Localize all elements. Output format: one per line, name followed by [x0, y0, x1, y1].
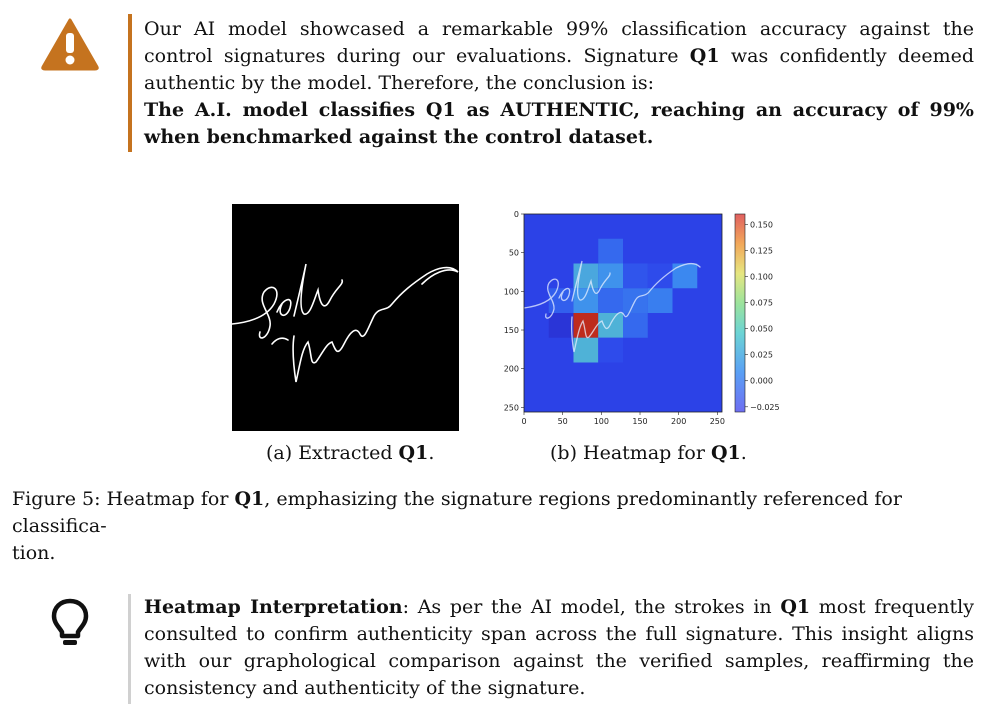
note-accent-bar [128, 594, 131, 704]
subcaption-b-q1: Q1 [710, 442, 741, 464]
y-tick-label: 0 [513, 210, 519, 219]
heatmap-figure [494, 204, 794, 434]
x-tick-label: 200 [671, 417, 687, 426]
colorbar-tick-label: 0.150 [750, 220, 773, 230]
extracted-signature-image [232, 204, 459, 431]
colorbar-tick-label: 0.100 [750, 272, 773, 282]
x-tick-label: 250 [709, 417, 725, 426]
caption-rest: , emphasizing the signature regions predominantly referenced for classifica- [12, 488, 902, 537]
heatmap-x-ticks [521, 412, 725, 426]
caption-q1: Q1 [234, 488, 265, 510]
heatmap-cell [598, 313, 623, 338]
heatmap-cell [574, 264, 599, 289]
heatmap-cell [598, 239, 623, 264]
heatmap-cell [598, 338, 623, 363]
note-q1: Q1 [780, 596, 811, 618]
heatmap-cell [574, 338, 599, 363]
warning-conclusion: The A.I. model classifies Q1 as AUTHENTIC, reaching an accuracy of 99% when benchmarked against the control dataset. [144, 99, 974, 148]
colorbar-ticks [745, 220, 780, 411]
colorbar-tick-label: 0.050 [750, 324, 773, 334]
subcaption-a [266, 440, 434, 467]
colorbar-tick-label: 0.075 [750, 298, 773, 308]
heatmap-cell [648, 264, 673, 289]
lightbulb-icon [51, 598, 89, 650]
y-tick-label: 100 [503, 287, 519, 297]
note-title: Heatmap Interpretation [144, 596, 403, 618]
heatmap-y-ticks [504, 210, 524, 412]
x-tick-label: 150 [632, 417, 648, 426]
y-tick-label: 150 [503, 326, 519, 336]
heatmap-cell [623, 264, 648, 289]
warning-callout-text [144, 16, 974, 151]
warning-text-2: was confidently deemed authentic by the model. Therefore, the conclusion is: [144, 45, 974, 94]
warning-q1: Q1 [689, 45, 720, 67]
note-text-1: : As per the AI model, the strokes in [402, 596, 781, 618]
y-tick-label: 50 [508, 248, 519, 258]
signature-strokes [232, 204, 459, 431]
colorbar [735, 214, 745, 412]
warning-text-1: Our AI model showcased a remarkable 99% classification accuracy against the control signatures during our evaluations. Signature [144, 18, 974, 67]
y-tick-label: 200 [503, 364, 519, 374]
heatmap-cell [549, 313, 574, 338]
figure-caption [12, 486, 974, 567]
x-tick-label: 50 [557, 417, 568, 426]
x-tick-label: 100 [593, 417, 609, 426]
subcaption-a-prefix: (a) Extracted [266, 442, 399, 464]
caption-line2: tion. [12, 542, 56, 564]
subcaption-b-suffix: . [740, 442, 747, 464]
x-tick-label: 0 [521, 417, 527, 426]
colorbar-tick-label: −0.025 [750, 402, 780, 412]
y-tick-label: 250 [503, 403, 519, 413]
heatmap-cell [598, 288, 623, 313]
colorbar-tick-label: 0.000 [750, 376, 773, 386]
subcaption-a-suffix: . [428, 442, 435, 464]
colorbar-tick-label: 0.125 [750, 246, 773, 256]
warning-accent-bar [128, 14, 132, 152]
caption-prefix: Figure 5: Heatmap for [12, 488, 235, 510]
subcaption-b [550, 440, 747, 467]
note-callout-text [144, 594, 974, 702]
subcaption-b-prefix: (b) Heatmap for [550, 442, 711, 464]
heatmap-cell [648, 288, 673, 313]
colorbar-tick-label: 0.025 [750, 350, 773, 360]
note-text-2: most frequently consulted to confirm authenticity span across the full signature. This insight aligns with our graphological comparison against the verified samples, reaffirming the consistency and authenticity of the signature. [144, 596, 974, 699]
subcaption-a-q1: Q1 [398, 442, 429, 464]
warning-triangle-icon [40, 17, 100, 71]
